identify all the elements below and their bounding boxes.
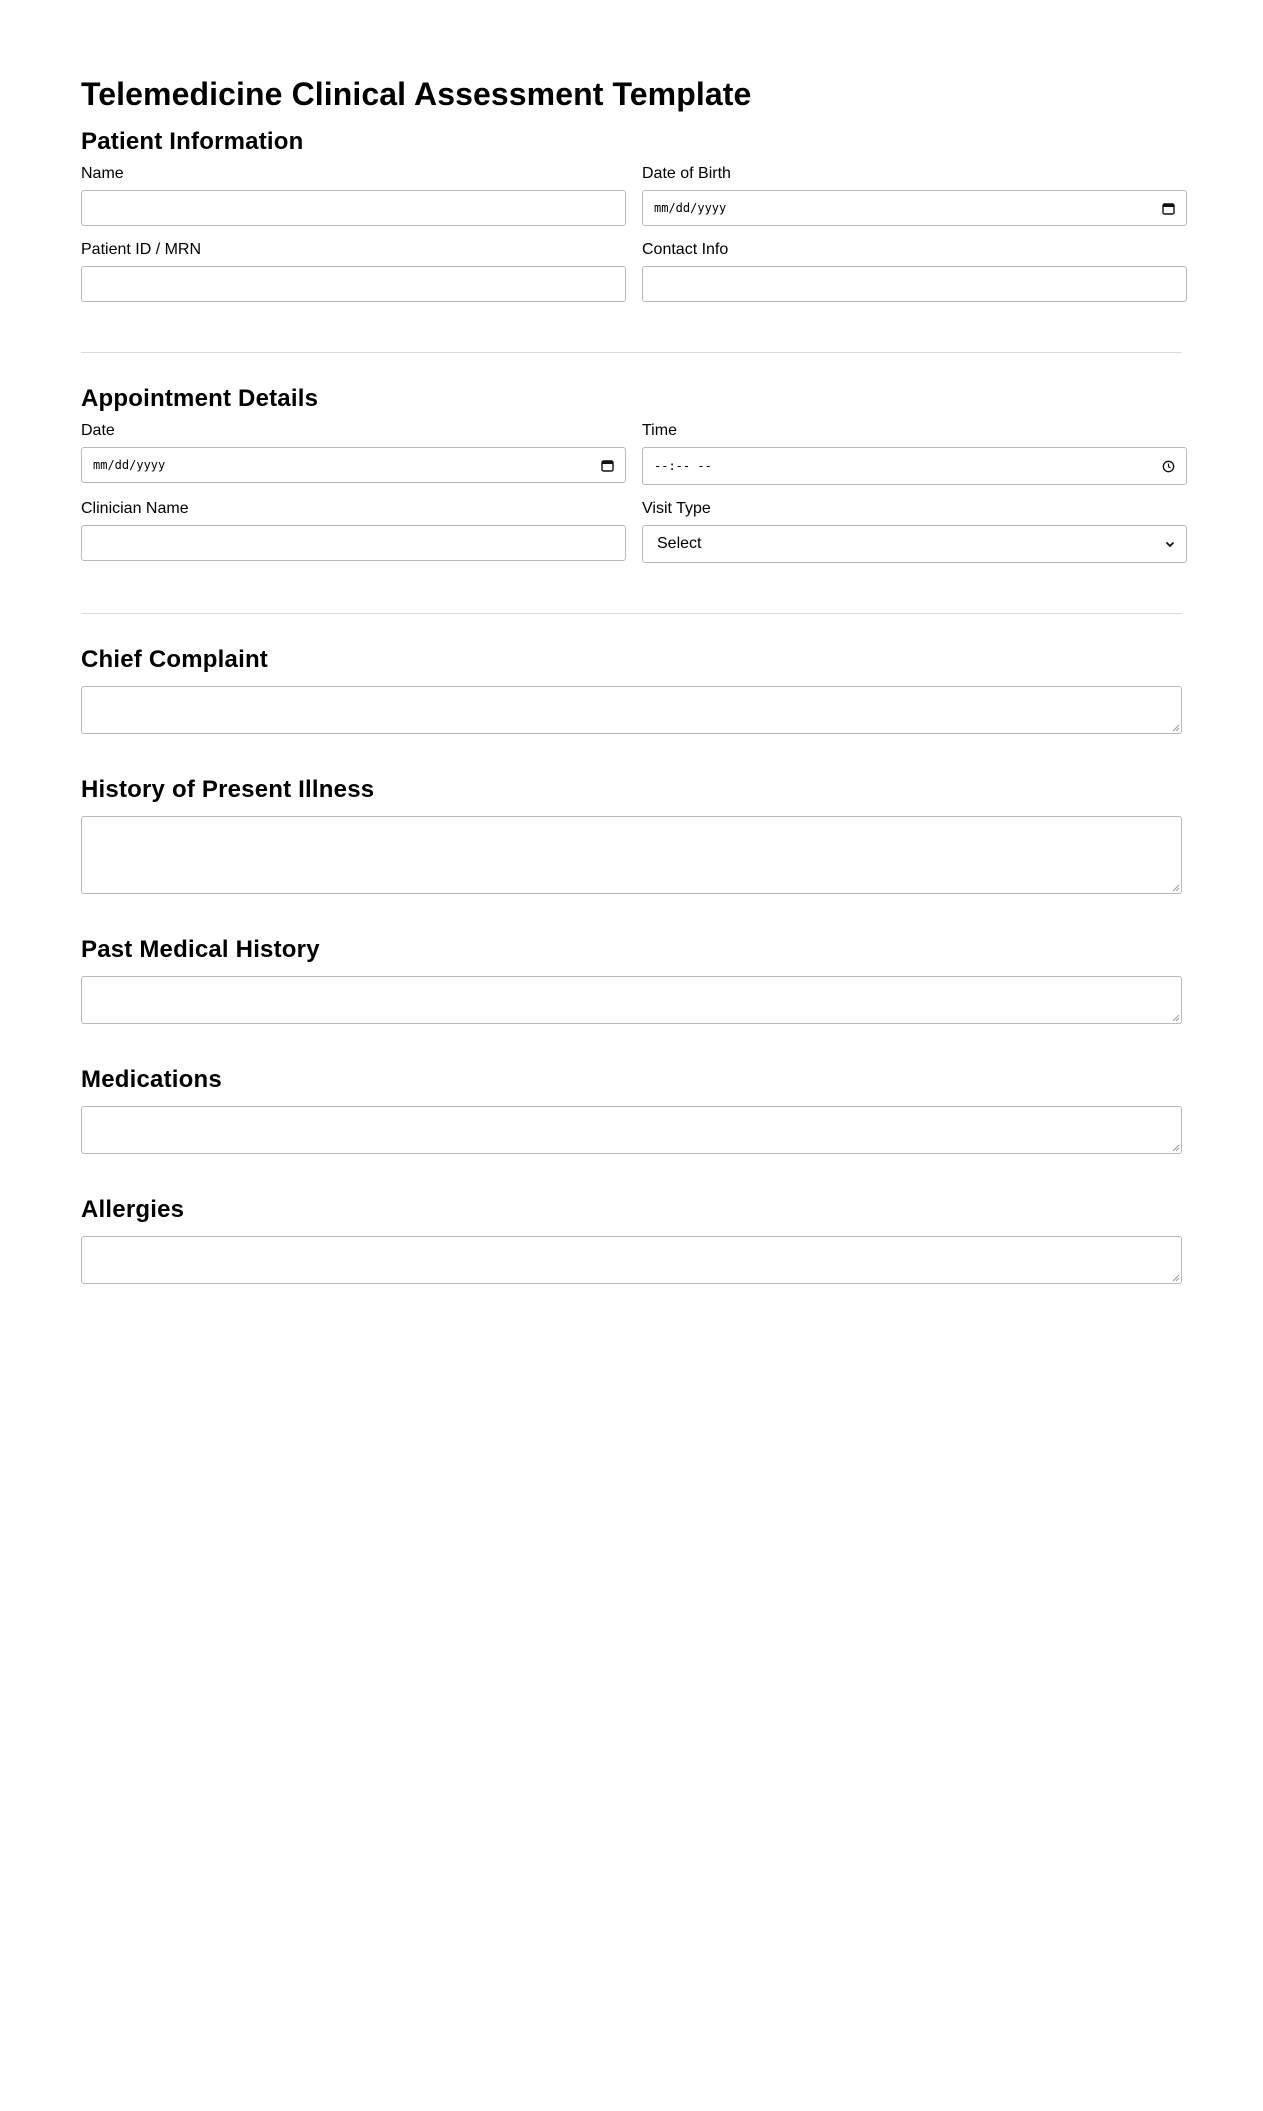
resize-grip-icon[interactable] <box>1171 1273 1180 1282</box>
section-divider <box>81 613 1182 614</box>
resize-grip-icon[interactable] <box>1171 883 1180 892</box>
patient-id-label: Patient ID / MRN <box>81 241 202 258</box>
chief-complaint-section <box>81 644 1182 734</box>
visit-type-selected-value: Select <box>657 535 702 552</box>
date-of-birth-label: Date of Birth <box>642 165 731 182</box>
patient-id-field <box>81 240 626 302</box>
appointment-details-section <box>81 383 1182 563</box>
medications-textarea[interactable] <box>81 1106 1182 1154</box>
section-title-past-medical-history: Past Medical History <box>81 936 320 963</box>
appointment-date-input[interactable] <box>81 447 626 483</box>
allergies-textarea[interactable] <box>81 1236 1182 1284</box>
resize-grip-icon[interactable] <box>1171 1143 1180 1152</box>
date-of-birth-field <box>642 164 1187 226</box>
name-label: Name <box>81 165 124 182</box>
name-field <box>81 164 626 226</box>
name-input[interactable] <box>81 190 626 226</box>
appointment-date-placeholder: mm/dd/yyyy <box>93 458 166 472</box>
past-medical-history-section <box>81 934 1182 1024</box>
chief-complaint-textarea[interactable] <box>81 686 1182 734</box>
medications-section <box>81 1064 1182 1154</box>
calendar-icon[interactable] <box>600 458 614 472</box>
section-title-history-of-present-illness: History of Present Illness <box>81 776 375 803</box>
patient-information-section <box>81 126 1182 302</box>
past-medical-history-textarea[interactable] <box>81 976 1182 1024</box>
contact-info-label: Contact Info <box>642 241 729 258</box>
section-title-chief-complaint: Chief Complaint <box>81 646 268 673</box>
appointment-time-label: Time <box>642 422 677 439</box>
resize-grip-icon[interactable] <box>1171 723 1180 732</box>
section-divider <box>81 352 1182 353</box>
clinician-name-label: Clinician Name <box>81 500 189 517</box>
resize-grip-icon[interactable] <box>1171 1013 1180 1022</box>
appointment-time-field <box>642 421 1187 485</box>
clock-icon[interactable] <box>1161 459 1175 473</box>
appointment-time-placeholder: --:-- -- <box>654 459 712 473</box>
contact-info-input[interactable] <box>642 266 1187 302</box>
page-title: Telemedicine Clinical Assessment Template <box>81 76 752 112</box>
history-of-present-illness-textarea[interactable] <box>81 816 1182 894</box>
section-title-medications: Medications <box>81 1066 222 1093</box>
allergies-section <box>81 1194 1182 1284</box>
visit-type-label: Visit Type <box>642 500 711 517</box>
section-title-appointment-details: Appointment Details <box>81 385 319 412</box>
clinician-name-input[interactable] <box>81 525 626 561</box>
calendar-icon[interactable] <box>1161 201 1175 215</box>
appointment-date-field <box>81 421 626 485</box>
patient-id-input[interactable] <box>81 266 626 302</box>
visit-type-select[interactable] <box>642 525 1187 563</box>
visit-type-field <box>642 499 1187 563</box>
history-of-present-illness-section <box>81 774 1182 894</box>
appointment-time-input[interactable] <box>642 447 1187 485</box>
date-of-birth-input[interactable] <box>642 190 1187 226</box>
section-title-allergies: Allergies <box>81 1196 185 1223</box>
clinician-name-field <box>81 499 626 563</box>
chevron-down-icon <box>1163 537 1177 551</box>
contact-info-field <box>642 240 1187 302</box>
section-title-patient-information: Patient Information <box>81 128 304 155</box>
appointment-date-label: Date <box>81 422 115 439</box>
date-of-birth-placeholder: mm/dd/yyyy <box>654 201 727 215</box>
